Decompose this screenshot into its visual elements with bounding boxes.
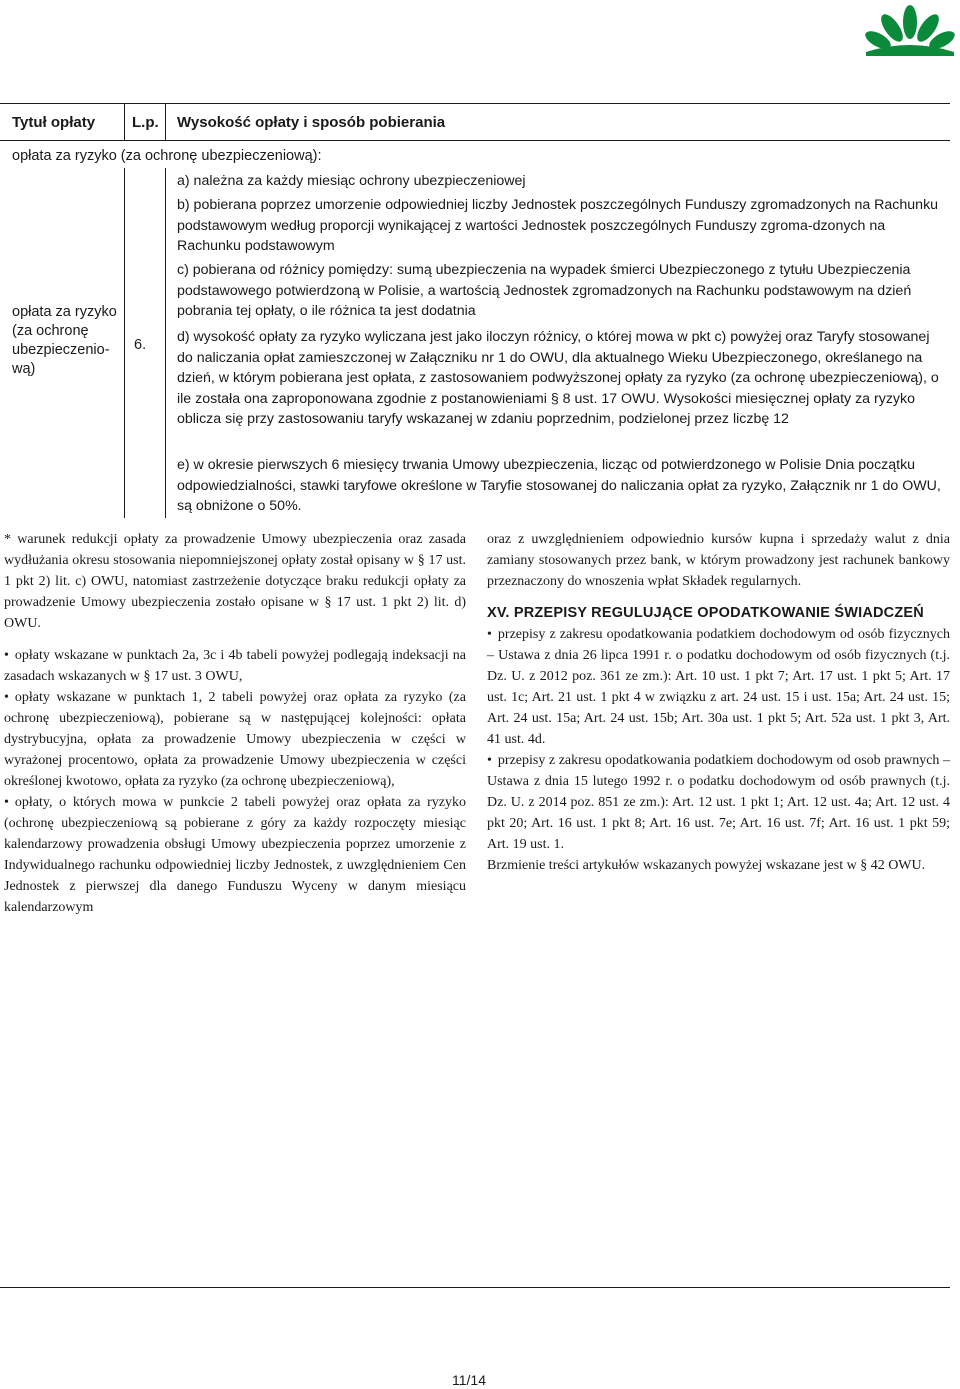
header-title: Tytuł opłaty bbox=[12, 114, 96, 131]
bullet-icon: • bbox=[4, 795, 9, 810]
section-heading: opłata za ryzyko (za ochronę ubezpieczeniową): bbox=[12, 148, 322, 164]
bullet-icon: • bbox=[4, 690, 9, 705]
item-d: d) wysokość opłaty za ryzyko wyliczana jest jako iloczyn różnicy, o której mowa w pkt c) powyżej oraz Taryfy stosowanej do naliczania opłat zamieszczonej w Załączniku nr 1 do OWU, dla aktualnego Wieku Ubezpieczonego, określanego na dzień, w którym pobierana jest opłata, z zastosowaniem podwyższonej opłaty za ryzyko (za ochronę ubezpieczeniową), o ile została ona zaproponowana zgodnie z postanowieniami § 8 ust. 17 OWU. Wysokości miesięcznej opłaty za ryzyko oblicza się przy zastosowaniu taryfy wskazanej w zdaniu poprzednim, podzielonej przez liczbę 12 bbox=[177, 329, 939, 427]
header-rule bbox=[0, 140, 950, 141]
page-number: 11/14 bbox=[452, 1372, 486, 1388]
header-amount: Wysokość opłaty i sposób pobierania bbox=[177, 114, 446, 131]
right-bullet-1: • przepisy z zakresu opodatkowania podatkiem dochodowym od osób fizycznych – Ustawa z dnia 26 lipca 1991 r. o podatku dochodowym od osób fizycznych (t.j. Dz. U. z 2012 poz. 361 ze zm.): Art. 10 ust. 1 pkt 7; Art. 17 ust. 1 pkt 5; Art. 17 ust. 1c; Art. 21 ust. 1 pkt 4 w związku z art. 24 ust. 15 i ust. 15a; Art. 24 ust. 15; Art. 24 ust. 15a; Art. 24 ust. 15b; Art. 30a ust. 1 pkt 5; Art. 52a ust. 1 pkt 3, Art. 41 ust. 4d. bbox=[487, 627, 950, 747]
right-bullet-2: • przepisy z zakresu opodatkowania podatkiem dochodowym od osob prawnych – Ustawa z dnia 15 lutego 1992 r. o podatku dochodowym od osób prawnych (t.j. Dz. U. z 2014 poz. 851 ze zm.): Art. 12 ust. 1 pkt 1; Art. 12 ust. 4a; Art. 12 ust. 4 pkt 20; Art. 16 ust. 1 pkt 8; Art. 16 ust. 7e; Art. 16 ust. 7f; Art. 16 ust. 1 pkt 59; Art. 19 ust. 1. bbox=[487, 753, 950, 852]
bullet-icon: • bbox=[4, 648, 9, 663]
right-continuation: oraz z uwzględnieniem odpowiednio kursów kupna i sprzedaży walut z dnia zamiany stosowanych przez bank, w którym prowadzony jest rachunek bankowy przeznaczony do wnoszenia wpłat Składek regularnych. bbox=[487, 532, 950, 589]
bottom-rule bbox=[0, 1287, 950, 1288]
section-xv-title: XV. PRZEPISY REGULUJĄCE OPODATKOWANIE ŚWIADCZEŃ bbox=[487, 605, 924, 621]
item-c: c) pobierana od różnicy pomiędzy: sumą ubezpieczenia na wypadek śmierci Ubezpieczonego z tytułu Ubezpieczenia podstawowego potwierdzoną w Polisie, a wartością Jednostek zgromadzonych na Rachunku podstawowym na dzień pobrania tej opłaty, o ile różnica ta jest dodatnia bbox=[177, 262, 912, 319]
left-bullet-1: • opłaty wskazane w punktach 2a, 3c i 4b tabeli powyżej podlegają indeksacji na zasadach wskazanych w § 17 ust. 3 OWU, bbox=[4, 648, 466, 684]
header-divider-1 bbox=[124, 104, 125, 140]
body-divider-2 bbox=[165, 168, 166, 518]
header-lp: L.p. bbox=[132, 114, 159, 131]
row-title: opłata za ryzyko (za ochronę ubezpieczenio-wą) bbox=[12, 304, 117, 377]
top-rule bbox=[0, 103, 950, 104]
row-lp: 6. bbox=[134, 337, 147, 353]
item-a: a) należna za każdy miesiąc ochrony ubezpieczeniowej bbox=[177, 173, 526, 189]
header-divider-2 bbox=[165, 104, 166, 140]
item-e: e) w okresie pierwszych 6 miesięcy trwania Umowy ubezpieczenia, licząc od potwierdzonego w Polisie Dnia początku odpowiedzialności, stawki taryfowe określone w Taryfie stosowanej do naliczania opłat za ryzyko, Załącznik nr 1 do OWU, są obniżone o 50%. bbox=[177, 457, 941, 514]
left-bullet-3: • opłaty, o których mowa w punkcie 2 tabeli powyżej oraz opłata za ryzyko (ochronę ubezpieczeniową są pobierane z góry za każdy rozpoczęty miesiąc kalendarzowy prowadzenia obsługi Umowy ubezpieczenia poprzez umorzenie z Indywidualnego rachunku odpowiedniej liczby Jednostek, z uwzględnieniem Cen Jednostek z pierwszej dla danego Funduszu Wyceny w danym miesiącu kalendarzowym bbox=[4, 795, 466, 915]
item-b: b) pobierana poprzez umorzenie odpowiedniej liczby Jednostek poszczególnych Funduszy zgromadzonych na Rachunku podstawowym według proporcji wynikającej z wartości Jednostek poszczególnych Funduszy zgroma-dzonych na Rachunku podstawowym bbox=[177, 197, 939, 254]
right-closing: Brzmienie treści artykułów wskazanych powyżej wskazane jest w § 42 OWU. bbox=[487, 858, 926, 873]
right-column bbox=[487, 529, 950, 876]
left-bullet-2: • opłaty wskazane w punktach 1, 2 tabeli powyżej oraz opłata za ryzyko (za ochronę ubezpieczeniową), pobierane są w następującej kolejności: opłata dystrybucyjna, opłata za prowadzenie Umowy ubezpieczenia w części w wyrażonej procentowo, opłata za prowadzenie Umowy ubezpieczenia w części określonej kwotowo, opłata za ryzyko (za ochronę ubezpieczeniową), bbox=[4, 690, 466, 789]
bullet-icon: • bbox=[487, 627, 492, 642]
company-logo-icon bbox=[862, 2, 958, 58]
footnote: * warunek redukcji opłaty za prowadzenie Umowy ubezpieczenia oraz zasada wydłużania okresu stosowania niepomniejszonej opłaty został opisany w § 17 ust. 1 pkt 2) lit. c) OWU, natomiast zastrzeżenie dotyczące braku redukcji opłaty za prowadzenie Umowy ubezpieczenia zostało opisane w § 17 ust. 1 pkt 2) lit. d) OWU. bbox=[4, 532, 466, 631]
left-column bbox=[4, 529, 466, 918]
bullet-icon: • bbox=[487, 753, 492, 768]
